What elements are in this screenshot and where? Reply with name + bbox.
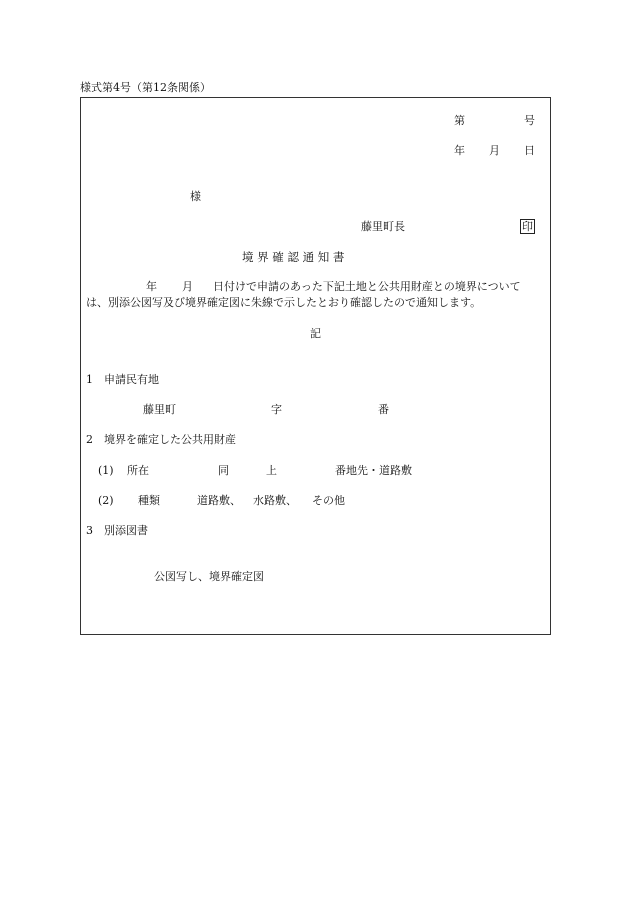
- item2-sub2-option-other: その他: [312, 494, 345, 507]
- addressee-suffix: 様: [190, 190, 201, 203]
- date-month: 月: [489, 144, 500, 157]
- item2-sub1-dou: 同: [218, 464, 229, 477]
- number-go: 号: [524, 114, 535, 127]
- document-title: 境 界 確 認 通 知 書: [242, 250, 345, 264]
- item1-town: 藤里町: [143, 403, 176, 416]
- item3-value: 公図写し、境界確定図: [154, 570, 264, 583]
- item3-heading: 3 別添図書: [86, 524, 148, 537]
- body-line2: は、別添公図写及び境界確定図に朱線で示したとおり確認したので通知します。: [86, 296, 482, 309]
- date-year: 年: [454, 144, 465, 157]
- ki-heading: 記: [310, 327, 321, 340]
- seal-mark: [520, 219, 535, 234]
- item2-sub2-option-waterway: 水路敷、: [253, 494, 297, 507]
- item2-sub2-option-road: 道路敷、: [197, 494, 241, 507]
- item2-heading: 2 境界を確定した公共用財産: [86, 433, 236, 446]
- notice-frame: [80, 97, 551, 635]
- body-year: 年: [146, 280, 157, 293]
- item1-ban: 番: [378, 403, 389, 416]
- item2-sub1-label: 所在: [127, 464, 149, 477]
- item1-heading: 1 申請民有地: [86, 373, 159, 386]
- date-day: 日: [524, 144, 535, 157]
- item2-sub1-jou: 上: [266, 464, 277, 477]
- item2-sub1-value: 番地先・道路敷: [335, 464, 412, 477]
- item2-sub1-number: (1): [98, 464, 114, 477]
- body-month: 月: [182, 280, 193, 293]
- item1-aza: 字: [271, 403, 282, 416]
- item2-sub2-label: 種類: [138, 494, 160, 507]
- seal-icon: 印: [522, 220, 533, 233]
- issuer: 藤里町長: [361, 220, 405, 233]
- body-line1: 日付けで申請のあった下記土地と公共用財産との境界について: [213, 280, 521, 293]
- item2-sub2-number: (2): [98, 494, 114, 507]
- form-label: 様式第4号（第12条関係）: [80, 81, 211, 94]
- number-dai: 第: [454, 114, 465, 127]
